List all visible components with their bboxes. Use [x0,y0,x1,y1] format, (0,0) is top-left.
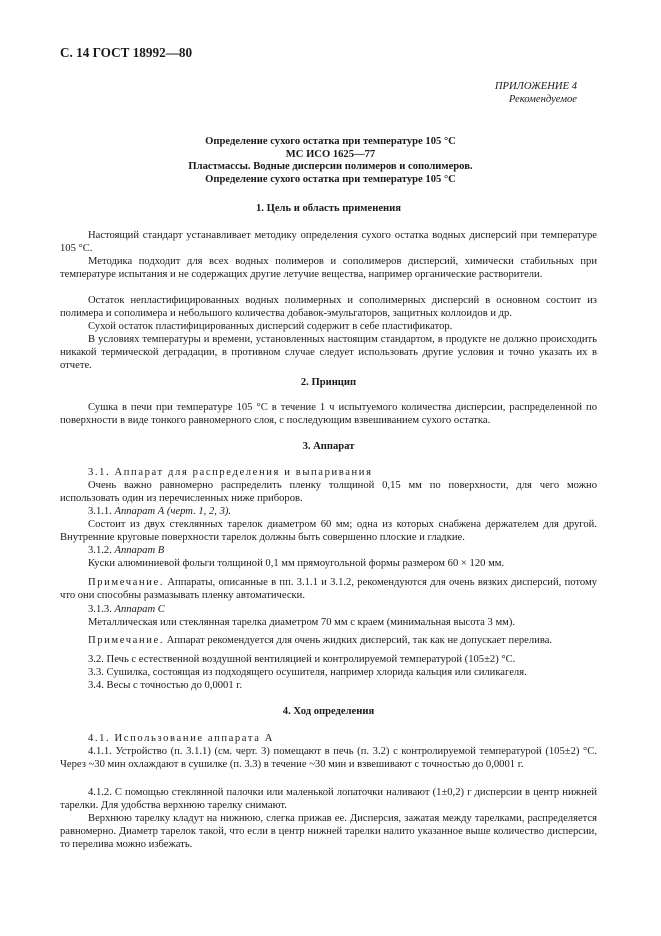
subsection-3-1-heading: 3.1. Аппарат для распределения и выпаривания [88,467,373,478]
note-1 [60,576,597,602]
note-1-text: Аппараты, описанные в пп. 3.1.1 и 3.1.2, рекомендуются для очень вязких дисперсий, потому что они способны размазывать пленку автоматически. [60,577,597,602]
apparatus-b-number: 3.1.2. [88,545,115,556]
apparatus-a-title: Аппарат А (черт. 1, 2, 3). [114,506,232,517]
apparatus-a-heading [60,505,597,518]
section-3-heading: 3. Аппарат [302,441,355,452]
title-line-4: Определение сухого остатка при температуре 105 °С [205,173,456,185]
note-2-text: Аппарат рекомендуется для очень жидких дисперсий, так как не допускает перелива. [164,635,553,646]
apparatus-b-title: Аппарат В [114,545,165,556]
item-4-1-1: 4.1.1. Устройство (п. 3.1.1) (см. черт. 3) помещают в печь (п. 3.2) с контролируемой температурой (105±2) °С. Через ~30 мин охлаждают в сушилке (п. 3.3) в течение ~30 мин и взвешивают с точностью до 0,0001 г. [60,746,597,771]
item-3-2: 3.2. Печь с естественной воздушной вентиляцией и контролируемой температурой (105±2) °С. [88,654,516,665]
appendix-label-block [495,80,577,106]
item-3-3: 3.3. Сушилка, состоящая из подходящего осушителя, например хлорида кальция или силикагеля. [88,667,527,678]
title-line-3: Пластмассы. Водные дисперсии полимеров и сополимеров. [188,161,473,173]
apparatus-c-number: 3.1.3. [88,604,115,615]
title-line-2: МС ИСО 1625—77 [285,148,376,160]
section-3-paragraph-1: Очень важно равномерно распределить пленку толщиной 0,15 мм по поверхности, для чего можно использовать один из перечисленных ниже приборов. [60,480,597,505]
page-header: С. 14 ГОСТ 18992—80 [60,45,193,60]
section-1-paragraph-3: Остаток непластифицированных водных полимерных и сополимерных дисперсий в основном состоит из полимера и сополимера и небольшого количества добавок-эмульгаторов, защитных коллоидов и др. [60,295,597,320]
section-1-paragraph-2: Методика подходит для всех водных полимеров и сополимеров дисперсий, химически стабильных при температуре испытания и не содержащих другие летучие вещества, например органические растворители. [60,256,597,281]
section-2-heading: 2. Принцип [300,377,357,388]
document-title [0,136,661,186]
apparatus-c-heading [60,603,597,616]
apparatus-a-description: Состоит из двух стеклянных тарелок диаметром 60 мм; одна из которых снабжена держателем для другой. Внутренние круговые поверхности тарелок должны быть совершенно плоские и гладкие. [60,519,597,544]
section-1-heading: 1. Цель и область применения [256,203,401,214]
section-4-heading: 4. Ход определения [282,706,375,717]
apparatus-c-description: Металлическая или стеклянная тарелка диаметром 70 мм с краем (минимальная высота 3 мм). [88,617,516,628]
item-3-4: 3.4. Весы с точностью до 0,0001 г. [88,680,243,691]
section-2-paragraph-1: Сушка в печи при температуре 105 °С в течение 1 ч испытуемого количества дисперсии, распределенной по поверхности в виде тонкого равномерного слоя, с последующим взвешиванием сухого остатка. [60,402,597,427]
apparatus-a-number: 3.1.1. [88,506,115,517]
note-2-label: Примечание. [88,635,165,646]
apparatus-b-heading [60,544,597,557]
subsection-4-1-heading: 4.1. Использование аппарата А [88,733,274,744]
item-4-1-2: 4.1.2. С помощью стеклянной палочки или маленькой лопаточки наливают (1±0,2) г дисперсии в центр нижней тарелки. Для удобства верхнюю тарелку снимают. [60,787,597,812]
title-line-1: Определение сухого остатка при температуре 105 °С [205,136,456,147]
section-1-paragraph-5: В условиях температуры и времени, установленных настоящим стандартом, в продукте не должно происходить никакой термической деградации, в противном случае следует использовать другие условия и точно указать их в отчете. [60,334,597,372]
appendix-status: Рекомендуемое [508,94,577,105]
section-1-paragraph-4: Сухой остаток пластифицированных дисперсий содержит в себе пластификатор. [88,321,453,332]
note-2 [60,634,597,647]
appendix-label: ПРИЛОЖЕНИЕ 4 [494,81,577,92]
section-1-paragraph-1: Настоящий стандарт устанавливает методику определения сухого остатка водных дисперсий при температуре 105 °С. [60,230,597,255]
note-1-label: Примечание. [88,577,165,588]
apparatus-c-title: Аппарат С [114,604,165,615]
section-4-paragraph-3: Верхнюю тарелку кладут на нижнюю, слегка прижав ее. Дисперсия, зажатая между тарелками, распределяется равномерно. Диаметр тарелок такой, что если в центр нижней тарелки налито указанное выше количество дисперсии, то перелива можно избежать. [60,813,597,851]
apparatus-b-description: Куски алюминиевой фольги толщиной 0,1 мм прямоугольной формы размером 60 × 120 мм. [88,558,505,569]
